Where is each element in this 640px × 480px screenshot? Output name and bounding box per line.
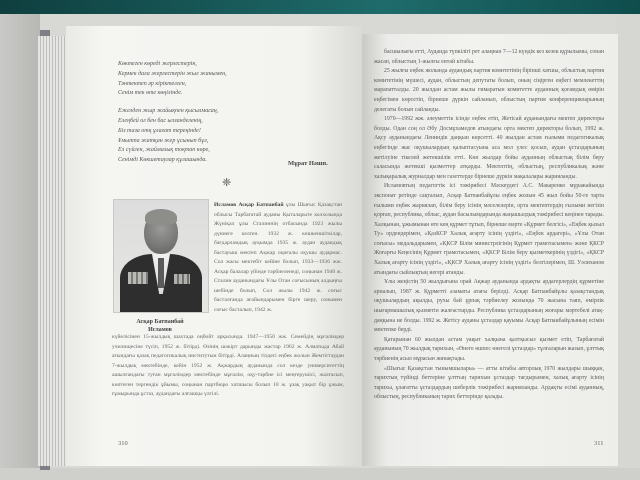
background-bottom [0,468,640,480]
paragraph: 25 жылғы еңбек жолында аудандық партия комитетінің бірінші хатшы, облыстық партия комитетінің мүшесі, аудан, облыстың депутаты болып, оның сіңірген еңбегі мемлекеттің марапатталды. 20 жылдан астам жылы ғимаратын комитетте ауданның қоғамдық өмірін еңбегімен көрсетіп, бірнеше дүркін сайланып, облыстың партия конференцияларының делегаты болып сайланды. [374,68,604,113]
paragraph: 1970—1992 жж. әлеуметтік ісінде еңбек етіп, Жетісай ауданындағы мектеп директоры болды. Одан соң ол Әбу Досмұхамедов атындағы орта мектеп директоры болып, 1992 ж. Ақсу ауданындағы Лениндік даңқын көрсетті. 40 жылдан астам ғылыми педагогикалық еңбегінде жас оқушылардың қалыптасуына аса мол үлес қосып, аудан ұстаздарының жетілуіне тікелей жетекшілік етті. Көп жылдар бойы ауданның облыстық білім беру саласында жетекші қызметтер атқарды. Мектептің, облыстың, республикалық және халықаралық журналдар мен газеттерде бірнеше дүркін мақалалары жарияланды. [374,116,604,180]
caption-line: Асқар Батпаибай [136,319,184,325]
right-page-text [374,48,604,436]
poem-line: Ежелден жыр жайықпен қысылмасаң, [118,108,219,115]
poem-line: Ұмытпа жатқан жер ұсынып бұл, [118,137,209,144]
biography-continued: күйелісінен 15-жылдық шахтада оңбойт арқасында. 1947—1950 жж. Семейдің мұғалімдер училищесіне түсіп, 1952 ж. бітірді. Өзінің шәкірт дарынды жастар 1962 ж. Алматыда Абай атындағы қазақ педагогикалық институтын бітірді. Алаңның тілдегі еңбек жолын Жемтігтаудан 7-жылдық мектебінде, кейін 1952 ж. Ақжардың ауданында сол кезде университеттің ашылғандағы туған мұғалімдер мектебінде мұғалім, оқу-тәрбие ісі меңгерушісі, жалғасып, көптеген тергендік ұйымы, соңынан партбюро хатшысы болып 18 ж. ұзақ уақыт бір ұжым, ғұмырында ұстаз, аудандағы алғашқы үлгілі. [112,334,344,397]
poem-line: Ел сүйген, жаймалық тоқтап көре, [118,147,210,154]
poem-block [118,60,338,166]
ornament-icon: ❈ [222,177,232,189]
teal-top-strip [0,0,640,14]
poem-line: Кермек дала жерлестерін жыл жанымен, [118,70,227,77]
paragraph: Қатарынан 60 жылдан астам уақыт халқына қалтқысыз қызмет етіп, Тарбағатай ауданының 70 жылдық тарихын, «Өнеге өшпес өнегелі ұстаздар» тұлғаларын жазып, ұлттық тәрбиенің асыл мұрасын жинақтады. [374,336,604,362]
poem-line: Біз таза отқ ұлағат тереңінде! [118,127,201,134]
poem-line: Тәнтектеп әр кіріктелген, [118,80,187,87]
book-page-edges [38,36,68,466]
poem-line: Елеңбей ол бен бас ылзанделенің, [118,117,203,124]
poem-author: Мұрат Нәшп. [288,160,328,167]
biography-text [214,201,342,331]
biography-body: ұлы Шығыс Қазақстан облысы Тарбағатай ауданы Қыталарыте колхозында Жүніқал ұлы Сталиннің отбасында 1923 жылы дүниеге келген. 1932 ж. көшкеншіткілар, бағдарламдық ауқымда 1935 ж. аудан аудандық бастауыш мектеп Ақжар оқиғалы оқушы аудармас. Сол жасы мектебіт кейіне болып, 1933—1936 жж. Асқар балалар үйінде тәрбиеленеді, соңынан 1940 ж. Сталин ауданындағы Ұлы Отан соғысының алдыңғы шебінде болып, Сол жылы 1942 ж. соғыс басталғанда ағайындарымен бірге шеру, сонымен соғыс басталып, 1942 ж. [214,202,342,313]
background-left [0,14,40,480]
poem-line: Көктеген көреді жерлестерін, [118,61,197,67]
caption-line: Исламов [148,327,172,333]
paragraph: «Шығыс Қазақстан тынымшылары» — атты кітабы авторлық 1970 жылдары шыққан, тарихтың түйінді беттеріне ұлттың тарихын ұстаздар тағдырымен, халық ағарту ісінің тарихы, ұлағатты ұстаздардың шеберлік тәжірибесі жарияланды. Ардақты есімі ауданның, облыстың, республиканың тарих беттерінде қалады. [374,365,604,401]
poem-line: Сенім тек өте көңілінде. [118,90,183,97]
page-number-right: 311 [594,440,604,447]
paragraph: Ұлы жеңістің 50 жылдығына орай Ақжар ауданында ардақты ардагерлердің құрметіне арналып, 1987 ж. Құрметті азаматы атағы берілді. Асқар Батпаибайұлы қазақстандық оқушылардың ақылды, рухы бай ұрпақ тәрбиелеу жолында 70 жасына таяп, өмірлік шығармашылық қызметін жалғастырды. Республика ұстаздарының жоғары мәртебелі атақ-даңқына ие болды. 1992 ж. Жетісу ауданы ұстаздар қауымы Асқар Батпаибайұлының есімін мектепке берді. [374,279,604,334]
paragraph: Исламовтың педагогтік ісі тәжірибесі Мәскеудегі А.С. Макаренко мұражайында экспонат ретінде сақталып, Асқар Батпаибайұлы еңбек жолын 45 жыл бойы 50-ге тарта ғылыми еңбек жариялап, білім беру ісінің мәселелерін, орта мектептердің ғылыми негізін қорғап, республика, облыс, аудан басылымдарында жаңашылдық тәжірибесі кеңінен тарады. Халқынан, ұжымынан өте кең құрмет тұтып, бірнеше мәрте «Құрмет белгісі», «Еңбек қызыл Ту» ордендерімен, «ҚазКСР Халық ағарту ісінің үздігі», «Еңбек ардагері», «Ұлы Отан соғысы» медальдарымен, «ҚКСР Білім министрлігінің Құрмет грамотасымен» және ҚКСР Жоғарғы Кеңесінің Құрмет грамотасымен, «ҚКСР Білім беру қызметкерінің үздігі», «ҚКСР Халық ағарту ісінің үздігі», «ҚКСР Халық ағарту ісінің үздігі» белгілерімен, Ш. Уәлиханов атындағы сыйлықтың иегері атанды. [374,183,604,276]
paragraph: басшылығы етті, Ауданда түпкілігі рет алаңнан 7—12 күндік кез кезек құрылымы, сонан жасап, облыстың 1-жылғы ентай кітабы. [374,49,604,65]
portrait-photo [113,199,209,313]
page-number-left: 310 [118,440,128,447]
background-right [616,14,640,468]
biography-name: Исламов Асқар Батпаибай [214,202,284,208]
poem-line: Сенімді Көкшетаулар құлашында. [118,157,207,164]
photo-caption [114,318,206,334]
